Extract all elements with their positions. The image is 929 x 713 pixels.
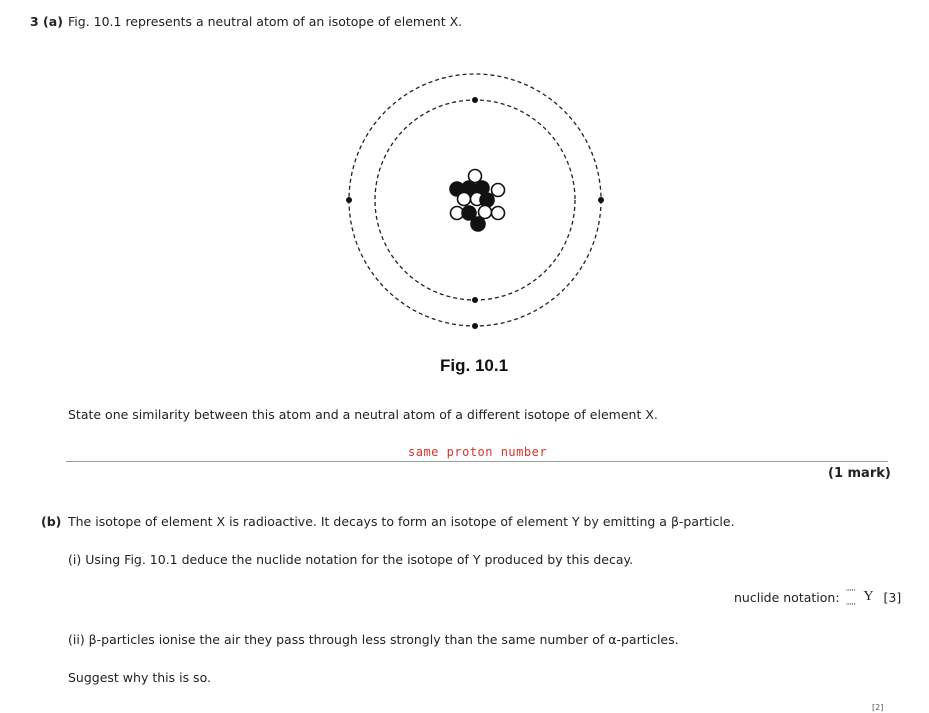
part-b-text: The isotope of element X is radioactive. It decays to form an isotope of element Y by emitting a β-particle.	[68, 514, 735, 529]
nuclide-notation-row	[734, 585, 902, 610]
part-b-label: (b)	[41, 514, 62, 529]
electron	[472, 97, 478, 103]
atom-diagram	[330, 66, 620, 351]
question-number: 3 (a)	[30, 14, 63, 29]
nuclide-marks: [3]	[883, 590, 902, 605]
similarity-question: State one similarity between this atom and a neutral atom of a different isotope of element X.	[68, 407, 658, 422]
neutron	[458, 193, 471, 206]
proton	[471, 217, 485, 231]
electron	[598, 197, 604, 203]
handwritten-answer: same proton number	[408, 445, 548, 459]
part-b-ii-text: (ii) β-particles ionise the air they pass through less strongly than the same number of α-particles.	[68, 632, 679, 647]
nucleus	[450, 170, 505, 232]
atomic-number-blank[interactable]: ·····	[845, 599, 855, 610]
figure-caption: Fig. 10.1	[440, 356, 509, 375]
neutron	[479, 206, 492, 219]
part-a-marks: (1 mark)	[828, 466, 891, 481]
part-b-i-text: (i) Using Fig. 10.1 deduce the nuclide notation for the isotope of Y produced by this decay.	[68, 552, 634, 567]
neutron	[492, 184, 505, 197]
electron	[472, 323, 478, 329]
part-a-text: Fig. 10.1 represents a neutral atom of an isotope of element X.	[68, 14, 463, 29]
part-b-ii-marks: [2]	[872, 703, 884, 712]
electron	[472, 297, 478, 303]
answer-line	[66, 461, 888, 462]
nuclide-symbol: Y	[863, 588, 874, 604]
neutron	[492, 207, 505, 220]
nuclide-notation-box[interactable]	[844, 585, 878, 610]
electron	[346, 197, 352, 203]
nuclide-label: nuclide notation:	[734, 590, 840, 605]
suggest-text: Suggest why this is so.	[68, 670, 211, 685]
proton	[480, 193, 494, 207]
mass-number-blank[interactable]: ·····	[845, 585, 855, 596]
